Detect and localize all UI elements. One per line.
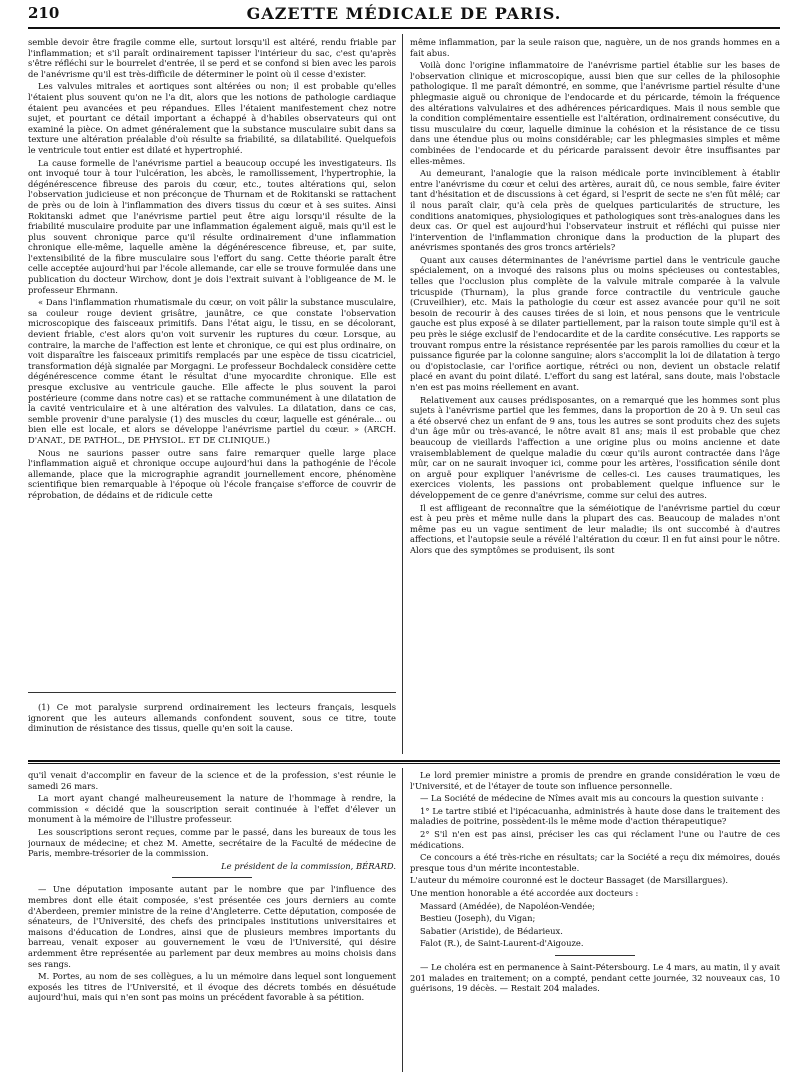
news-paragraph: Les souscriptions seront reçues, comme par le passé, dans les bureaux de tous les journaux de médecine; et chez M. Amette, secrétaire de la Faculté de médecine de Paris, membre-trésorier de la commission. <box>28 826 396 859</box>
article-paragraph: Il est affligeant de reconnaître que la séméiotique de l'anévrisme partiel du cœur est à peu près et même nulle dans la plupart des cas. Beaucoup de malades n'ont même pas eu un vague sentiment de leur maladie; ils ont succombé à d'autres affections, et l'autopsie seule a révélé l'altération du cœur. Il en fut ainsi pour le nôtre. Alors que des symptômes se produisent, ils sont <box>410 502 780 555</box>
honorable-mention-item: Sabatier (Aristide), de Bédarieux. <box>420 925 563 936</box>
article-paragraph: Au demeurant, l'analogie que la raison médicale porte invinciblement à établir entre l'anévrisme du cœur et celui des artères, aurait dû, ce nous semble, faire éviter tant d'hésitation et de discussions à cet égard, si l'esprit de secte ne s'en fût mêlé; car il nous paraît clair, qu'à cela près de quelques particularités de structure, les conditions anatomiques, physiologiques et pathologiques sont très-analogues dans les deux cas. Or quel est aujourd'hui l'observateur instruit et réfléchi qui puisse nier l'intervention de l'inflammation chronique dans la production de la plupart des anévrismes spontanés des gros troncs artériels? <box>410 168 780 253</box>
separator-rule <box>555 955 635 956</box>
article-paragraph: Les valvules mitrales et aortiques sont altérées ou non; il est probable qu'elles l'étaient plus souvent qu'on ne l'a dit, alors que les notions de pathologie cardiaque étaient peu avancées et peu répandues. Elles l'étaient manifestement chez notre sujet, et pourtant ce détail important a échappé à d'habiles observateurs qui ont examiné la pièce. On admet généralement que la substance musculaire subit dans sa texture une altération préalable d'où résulte sa friabilité, sa dilatabilité. Quelquefois le ventricule tout entier est dilaté et hypertrophié. <box>28 81 396 155</box>
article-paragraph: La cause formelle de l'anévrisme partiel a beaucoup occupé les investigateurs. Ils ont invoqué tour à tour l'ulcération, les abcès, le ramollissement, l'hypertrophie, la dégénérescence fibreuse des parois du cœur, etc., toutes altérations qui, selon l'observation judicieuse et non préconçue de Thurnam et de Rokitanski se rattachent de près ou de loin à l'inflammation des divers tissus du cœur et à ses suites. Ainsi Rokitanski admet que l'anévrisme partiel peut être aigu lorsqu'il résulte de la friabilité musculaire produite par une inflammation également aiguë, mais qu'il est le plus souvent chronique parce qu'il résulte ordinairement d'une inflammation chronique elle-même, laquelle amène la dégénérescence fibreuse, et, par suite, l'extensibilité de la fibre musculaire sous l'effort du sang. Cette théorie paraît être celle acceptée aujourd'hui par l'école allemande, car elle se trouve formulée dans une publication du docteur Wirchow, dont je dois l'extrait suivant à l'obligeance de M. le professeur Ehrmann. <box>28 157 396 295</box>
article-paragraph: Quant aux causes déterminantes de l'anévrisme partiel dans le ventricule gauche spécialement, on a invoqué des raisons plus ou moins spécieuses ou contestables, telles que l'occlusion plus complète de la valvule mitrale comparée à la valvule tricuspide (Thurnam), la plus grande force contractile du ventricule gauche (Cruveilhier), etc. Mais la pathologie du cœur est assez avancée pour qu'il ne soit besoin de recourir à des causes tirées de si loin, et nous pensons que le ventricule gauche est plus exposé à se dilater partiellement, par la raison toute simple qu'il est à peu près le siége exclusif de l'endocardite et de la cardite consécutive. Les rapports se trouvant rompus entre la résistance représentée par les parois ramollies du cœur et la puissance figurée par la colonne sanguine; alors s'accomplit la loi de dilatation à tergo ou d'opistoclasie, car l'orifice aortique, rétréci ou non, devient un obstacle relatif placé en avant du point dilaté. L'effort du sang est latéral, sans doute, mais l'obstacle n'en est pas moins réellement en avant. <box>410 254 780 392</box>
column-divider-bottom <box>402 768 403 1072</box>
news-paragraph: 1° Le tartre stibié et l'ipécacuanha, administrés à haute dose dans le traitement des maladies de poitrine, possèdent-ils le même mode d'action thérapeutique? <box>410 805 780 827</box>
gazette-title: GAZETTE MÉDICALE DE PARIS. <box>246 4 562 23</box>
honorable-mention-item: Falot (R.), de Saint-Laurent-d'Aigouze. <box>420 938 584 949</box>
page-number: 210 <box>28 4 60 22</box>
honorable-mention-item: Bestieu (Joseph), du Vigan; <box>420 913 536 924</box>
news-paragraph: L'auteur du mémoire couronné est le docteur Bassaget (de Marsillargues). <box>410 875 729 886</box>
news-paragraph: Ce concours a été très-riche en résultats; car la Société a reçu dix mémoires, doués presque tous d'un mérite incontestable. <box>410 852 780 873</box>
article-paragraph: Relativement aux causes prédisposantes, on a remarqué que les hommes sont plus sujets à l'anévrisme partiel que les femmes, dans la proportion de 20 à 9. Un seul cas a été observé chez un enfant de 9 ans, tous les autres se sont produits chez des sujets d'un âge mûr ou très-avancé, le nôtre avait 81 ans; mais il est probable que chez beaucoup de vieillards l'affection a une origine plus ou moins ancienne et date vraisemblablement de quelque maladie du cœur qu'ils auront contractée dans l'âge mûr, car on ne saurait invoquer ici, comme pour les artères, l'ossification sénile dont on arguë pour expliquer l'anévrisme de celles-ci. Les causes traumatiques, les exercices violents, les passions ont probablement quelque influence sur le développement de ce genre d'anévrisme, comme sur celui des autres. <box>410 394 780 500</box>
section-rule-thin <box>28 763 780 764</box>
news-paragraph: 2° S'il n'en est pas ainsi, préciser les cas qui réclament l'une ou l'autre de ces médications. <box>410 828 780 850</box>
article-paragraph: semble devoir être fragile comme elle, surtout lorsqu'il est altéré, rendu friable par l'inflammation; et s'il paraît ordinairement tapisser l'intérieur du sac, c'est qu'après s'être réfléchi sur le bourrelet d'entrée, il se perd et se confond si bien avec les parois de l'anévrisme qu'il est très-difficile de déterminer le point où il cesse d'exister. <box>28 37 396 79</box>
column-divider <box>402 34 403 754</box>
news-paragraph: Le lord premier ministre a promis de prendre en grande considération le vœu de l'Université, et de l'étayer de toute son influence personnelle. <box>410 770 780 791</box>
commission-signature: Le président de la commission, BÉRARD. <box>221 860 396 871</box>
right-column-news <box>410 770 780 1072</box>
article-paragraph: même inflammation, par la seule raison que, naguère, un de nos grands hommes en a fait abus. <box>410 37 780 58</box>
left-column-news <box>28 770 396 1072</box>
footnote <box>28 702 396 752</box>
news-paragraph: M. Portes, au nom de ses collègues, a lu un mémoire dans lequel sont longuement exposés les titres de l'Université, et il évoque des décrets tombés en désuétude aujourd'hui, mais qui n'en sont pas moins un précédent favorable à sa pétition. <box>28 971 396 1003</box>
news-paragraph: Une mention honorable a été accordée aux docteurs : <box>410 887 639 898</box>
news-paragraph: qu'il venait d'accomplir en faveur de la science et de la profession, s'est réunie le samedi 26 mars. <box>28 770 396 791</box>
news-paragraph: — Le choléra est en permanence à Saint-Pétersbourg. Le 4 mars, au matin, il y avait 201 malades en traitement; on a compté, pendant cette journée, 32 nouveaux cas, 10 guérisons, 19 décès. — Restait 204 malades. <box>410 961 780 994</box>
header-rule <box>28 27 780 29</box>
honorable-mention-item: Massard (Amédée), de Napoléon-Vendée; <box>420 900 595 911</box>
right-column-article <box>410 37 780 757</box>
separator-rule <box>172 877 252 878</box>
article-paragraph: Nous ne saurions passer outre sans faire remarquer quelle large place l'inflammation aiguë et chronique occupe aujourd'hui dans la pathogénie de l'école allemande, place que la micrographie agrandit journellement encore, phénomène scientifique bien remarquable à l'époque où l'école française s'efforce de couvrir de réprobation, de dédains et de ridicule cette <box>28 447 396 500</box>
footnote-text: (1) Ce mot paralysie surprend ordinairement les lecteurs français, lesquels ignorent que les auteurs allemands confondent souvent, sous ce titre, toute diminution de résistance des tissus, quelle qu'en soit la cause. <box>28 702 396 734</box>
article-quote: « Dans l'inflammation rhumatismale du cœur, on voit pâlir la substance musculaire, sa couleur rouge devient grisâtre, jaunâtre, ce que constate l'observation microscopique des faisceaux primitifs. Dans l'état aigu, le tissu, en se décolorant, devient friable, c'est alors qu'on voit survenir les ruptures du cœur. Lorsque, au contraire, la marche de l'affection est lente et chronique, ce qui est plus ordinaire, on voit disparaître les faisceaux primitifs remplacés par une espèce de tissu cicatriciel, transformation déjà signalée par Morgagni. Le professeur Bochdaleck considère cette dégénérescence comme étant le résultat d'une myocardite chronique. Elle est presque exclusive au ventricule gauche. Elle affecte le plus souvent la paroi postérieure (comme dans notre cas) et se rattache communément à une dilatation de la cavité ventriculaire et à une altération des valvules. La dilatation, dans ce cas, semble provenir d'une paralysie (1) des muscles du cœur, laquelle est générale... ou bien elle est locale, et alors se développe l'anévrisme partiel du cœur. » (ARCH. D'ANAT., DE PATHOL., DE PHYSIOL. ET DE CLINIQUE.) <box>28 297 396 445</box>
section-rule <box>28 760 780 762</box>
article-paragraph: Voilà donc l'origine inflammatoire de l'anévrisme partiel établie sur les bases de l'observation clinique et microscopique, aussi bien que sur celles de la philosophie pathologique. Il me paraît démontré, en somme, que l'anévrisme partiel résulte d'une phlegmasie aiguë ou chronique de l'endocarde et du péricarde, témoin la fréquence des altérations valvulaires et des adhérences péricardiques. Mais il nous semble que la condition complémentaire essentielle est l'altération, ordinairement consécutive, du tissu musculaire du cœur, laquelle diminue la cohésion et la résistance de ce tissu dans une étendue plus ou moins considérable; car les phlegmasies simples et même combinées de l'endocarde et du péricarde paraissent devoir être insuffisantes par elles-mêmes. <box>410 60 780 166</box>
page-header <box>28 4 780 26</box>
news-paragraph: La mort ayant changé malheureusement la nature de l'hommage à rendre, la commission « décidé que la souscription serait continuée à l'effet d'élever un monument à la mémoire de l'illustre professeur. <box>28 793 396 825</box>
left-column-article <box>28 37 396 657</box>
footnote-rule <box>28 692 396 693</box>
news-paragraph: — Une députation imposante autant par le nombre que par l'influence des membres dont elle était composée, s'est présentée ces jours derniers au comte d'Aberdeen, premier ministre de la reine d'Angleterre. Cette députation, composée de sénateurs, de l'Université, des chefs des principales institutions universitaires et maisons d'éducation de Londres, ainsi que de plusieurs membres importants du barreau, venait exposer au gouvernement le vœu de l'Université, qui désire ardemment être représentée au parlement par deux membres au moins choisis dans ses rangs. <box>28 884 396 969</box>
news-paragraph: — La Société de médecine de Nîmes avait mis au concours la question suivante : <box>420 793 764 804</box>
